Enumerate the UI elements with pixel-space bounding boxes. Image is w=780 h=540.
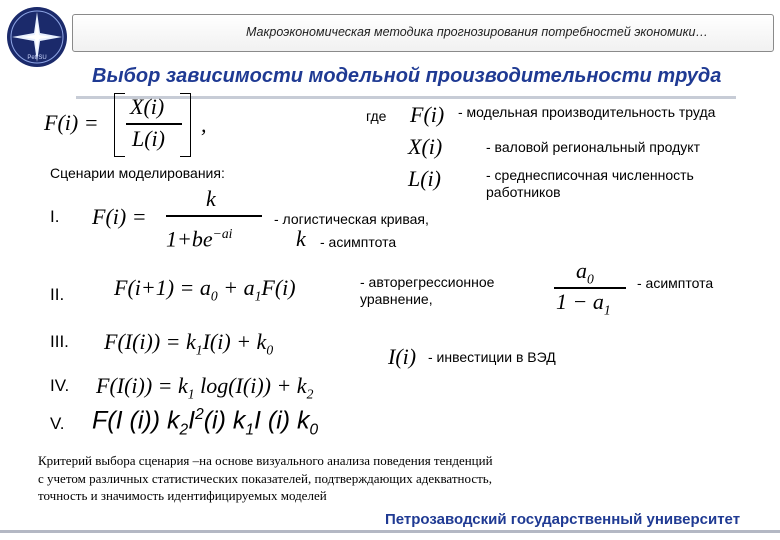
scenario-iii-part-a: F(I(i)) = k [104, 329, 196, 354]
legend-symbol-f: F(i) [410, 102, 445, 127]
scenario-ii-asymptote-note: - асимптота [637, 275, 714, 291]
scenario-v-sup2: 2 [195, 406, 204, 423]
criterion-text [38, 452, 618, 505]
scenario-ii-part-c: F(i) [261, 275, 296, 300]
scenario-iv-formula [96, 373, 313, 402]
criterion-line-1: Критерий выбора сценария –на основе визуального анализа поведения тенденций [38, 453, 493, 468]
scenario-v-p1: F(I (i)) [92, 406, 161, 435]
scenario-ii-number: II. [50, 285, 65, 304]
scenario-ii-sub1: 1 [254, 288, 262, 304]
scenario-iii-note: - инвестиции в ВЭД [428, 349, 556, 365]
scenario-ii-part-b: + a [217, 275, 255, 300]
legend-desc-l-line2: работников [486, 184, 561, 200]
scenario-iv-part-b: log(I(i)) + k [194, 373, 307, 398]
legend-desc-x: - валовой региональный продукт [486, 139, 700, 155]
legend-desc-l-line1: - среднесписочная численность [486, 167, 694, 183]
scenario-iv-part-a: F(I(i)) = k [96, 373, 188, 398]
criterion-line-3: точность и значимость идентифицируемых моделей [38, 488, 327, 503]
scenario-iii-sub0: 0 [266, 342, 274, 358]
scenario-v-p2: k [166, 406, 180, 435]
logo-text: PetrSU [27, 55, 47, 61]
scenario-v-formula [92, 406, 318, 439]
scenario-i-denominator [166, 226, 232, 252]
scenario-v-p3: I [188, 406, 196, 435]
scenario-iv-sub1: 1 [187, 386, 195, 402]
legend-symbol-l: L(i) [408, 166, 441, 191]
scenario-ii-sub0: 0 [210, 288, 218, 304]
scenario-i-note-symbol: k [296, 226, 306, 251]
scenario-i-exponent: −ai [212, 226, 233, 241]
scenario-i-note2: - асимптота [320, 234, 397, 250]
scenario-v-p7: k [297, 406, 310, 435]
scenario-iii-note-symbol: I(i) [388, 344, 417, 369]
footer-university: Петрозаводский государственный университет [385, 511, 741, 528]
scenario-ii-note-line2: уравнение, [360, 291, 433, 307]
scenario-i-bar [166, 215, 262, 217]
scenario-ii-asymptote-num [576, 258, 594, 287]
legend-symbol-x: X(i) [408, 134, 443, 159]
scenarios-label: Сценарии моделирования: [50, 165, 225, 181]
scenario-i-number: I. [50, 207, 60, 226]
scenario-v-number: V. [50, 414, 65, 433]
scenario-v-p6: I (i) [253, 406, 291, 435]
header-text: Макроэкономическая методика прогнозирования потребностей экономики… [246, 25, 708, 39]
scenario-i-den-text: 1+be [166, 226, 213, 252]
legend-desc-f: - модельная производительность труда [458, 104, 716, 120]
asym-num-a: a [576, 258, 587, 283]
scenario-v-sub2: 2 [179, 421, 189, 439]
scenario-v-sub1: 1 [245, 421, 254, 439]
scenario-v-p5: k [232, 406, 246, 435]
scenario-ii-part-a: F(i+1) = a [114, 275, 211, 300]
scenario-v-sub0: 0 [309, 421, 319, 439]
criterion-line-2: с учетом различных статистических показателей, подтверждающих адекватность, [38, 470, 492, 486]
scenario-ii-asymptote-den [556, 289, 611, 318]
main-formula-comma: , [201, 112, 207, 137]
asym-num-sub: 0 [587, 271, 594, 287]
scenario-iii-sub1: 1 [195, 342, 203, 358]
scenario-iv-sub2: 2 [306, 386, 314, 402]
footer-divider [0, 530, 780, 533]
main-formula-lhs: F(i) = [44, 110, 99, 135]
scenario-iv-number: IV. [50, 376, 70, 395]
scenario-i-lhs: F(i) = [92, 204, 147, 229]
main-formula-bar [126, 123, 182, 125]
scenario-ii-note-line1: - авторегрессионное [360, 274, 495, 290]
main-formula-numerator: X(i) [130, 94, 165, 119]
university-logo [6, 6, 68, 68]
where-label: где [366, 108, 387, 124]
asym-den: 1 − a [556, 289, 604, 314]
scenario-iii-formula [104, 329, 273, 358]
scenario-iii-number: III. [50, 332, 69, 351]
scenario-iii-part-b: I(i) + k [202, 329, 267, 354]
page-title: Выбор зависимости модельной производительности труда [92, 65, 722, 87]
scenario-i-numerator: k [206, 186, 216, 211]
scenario-ii-formula [114, 275, 296, 304]
scenario-v-p4: (i) [203, 406, 226, 435]
main-formula-denominator: L(i) [132, 126, 165, 151]
scenario-i-note: - логистическая кривая, [274, 211, 429, 227]
asym-den-sub: 1 [603, 302, 611, 318]
